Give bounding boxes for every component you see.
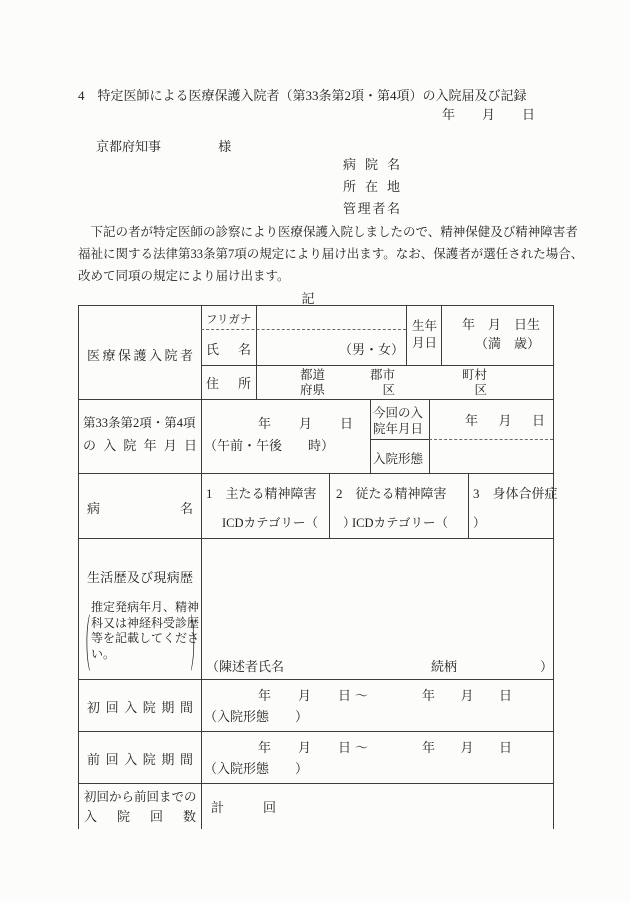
dob-label: 生年 月日	[411, 319, 437, 350]
previous-admission-from-units: 年 月 日	[258, 740, 351, 755]
current-admission-date-units: 年 月 日	[465, 413, 545, 428]
previous-admission-row-label: 前回入院期間	[87, 752, 193, 767]
addressee-honorific: 様	[218, 139, 232, 154]
administrator-label: 管理者名	[343, 201, 400, 216]
admission-count-value: 計 回	[211, 800, 277, 815]
informant-name-label: （陳述者氏名	[206, 659, 285, 674]
grid-line	[79, 679, 553, 680]
admission-form-label: 入院形態	[373, 452, 424, 466]
disease-row-label: 病名	[87, 501, 193, 516]
address-part-town: 町村 区	[462, 368, 488, 397]
disease-secondary-title: 2 従たる精神障害	[336, 486, 447, 501]
history-note: 推定発病年月、精神科又は神経科受診歴等を記載してください。	[91, 600, 200, 661]
grid-line	[79, 399, 553, 400]
disease-primary-title: 1 主たる精神障害	[206, 486, 317, 501]
grid-line	[79, 538, 553, 539]
first-admission-tilde: ～	[355, 688, 369, 703]
body-text-line: 福祉に関する法律第33条第7項の規定により届け出ます。なお、保護者が選任された場合、	[78, 247, 584, 261]
grid-line	[201, 365, 553, 366]
header-date-line	[442, 104, 535, 123]
form-table	[78, 305, 558, 829]
informant-relation-label: 続柄	[431, 659, 458, 674]
furigana-divider-line	[201, 329, 406, 330]
disease-primary-icd: ICDカテゴリー（ ）	[222, 516, 356, 530]
address-label: 住 所	[206, 376, 251, 391]
history-row-label: 生活歴及び現病歴	[87, 570, 193, 585]
admission-row-label-line2: の入院年月日	[83, 438, 197, 453]
admission-date-units: 年 月 日	[258, 416, 353, 431]
dob-value-units: 年 月 日生	[461, 317, 540, 332]
address-part-prefecture: 都道 府県	[300, 368, 326, 397]
disease-physical-title: 3 身体合併症	[473, 486, 558, 501]
admission-time-note: （午前・午後 時）	[204, 438, 335, 453]
bracket-open-glyph: （	[79, 617, 91, 683]
admission-count-label-line2: 入院回数	[84, 809, 196, 824]
bracket-close-glyph: ）	[190, 617, 202, 683]
grid-line	[429, 399, 430, 473]
grid-line	[370, 439, 429, 440]
furigana-label: フリガナ	[206, 314, 252, 326]
admission-row-label-line1: 第33条第2項・第4項	[83, 416, 196, 430]
first-admission-from-units: 年 月 日	[258, 688, 351, 703]
current-admission-date-label: 今回の入 院年月日	[373, 406, 424, 436]
dob-value	[441, 315, 540, 353]
first-admission-row-label: 初回入院期間	[87, 700, 193, 715]
name-label: 氏 名	[206, 342, 251, 357]
dob-age-note: （満 歳）	[474, 336, 540, 351]
grid-line	[79, 731, 553, 732]
grid-line	[429, 439, 553, 440]
admission-count-label-line1: 初回から前回までの	[84, 790, 197, 804]
previous-admission-to-units: 年 月 日	[422, 740, 512, 755]
grid-line	[201, 306, 202, 829]
grid-line	[406, 306, 407, 365]
hospital-address-label: 所在地	[343, 179, 400, 194]
body-text-line: 下記の者が特定医師の診察により医療保護入院しましたので、精神保健及び精神障害者	[78, 225, 578, 239]
date-day-label: 日	[521, 107, 535, 122]
previous-admission-tilde: ～	[355, 740, 369, 755]
first-admission-to-units: 年 月 日	[422, 688, 512, 703]
sex-options: （男・女）	[339, 342, 405, 357]
grid-line	[370, 399, 371, 473]
body-text-line: 改めて同項の規定により届け出ます。	[78, 269, 290, 283]
hospital-name-label: 病院名	[343, 157, 400, 172]
address-value-area	[256, 368, 553, 399]
grid-line	[79, 783, 553, 784]
grid-line	[79, 473, 553, 474]
address-part-city: 郡市 区	[370, 368, 396, 397]
section-mark: 記	[301, 291, 315, 306]
disease-secondary-icd: ICDカテゴリー（ ）	[352, 516, 486, 530]
date-month-label: 月	[481, 107, 495, 122]
patient-row-label: 医療保護入院者	[87, 348, 193, 363]
form-title: 4 特定医師による医療保護入院者（第33条第2項・第4項）の入院届及び記録	[78, 88, 527, 103]
informant-close-paren: ）	[540, 659, 554, 674]
first-admission-form-note: （入院形態 ）	[204, 709, 309, 724]
previous-admission-form-note: （入院形態 ）	[204, 761, 309, 776]
date-year-label: 年	[442, 107, 456, 122]
addressee-name: 京都府知事	[96, 139, 162, 154]
addressee-line	[96, 136, 231, 155]
